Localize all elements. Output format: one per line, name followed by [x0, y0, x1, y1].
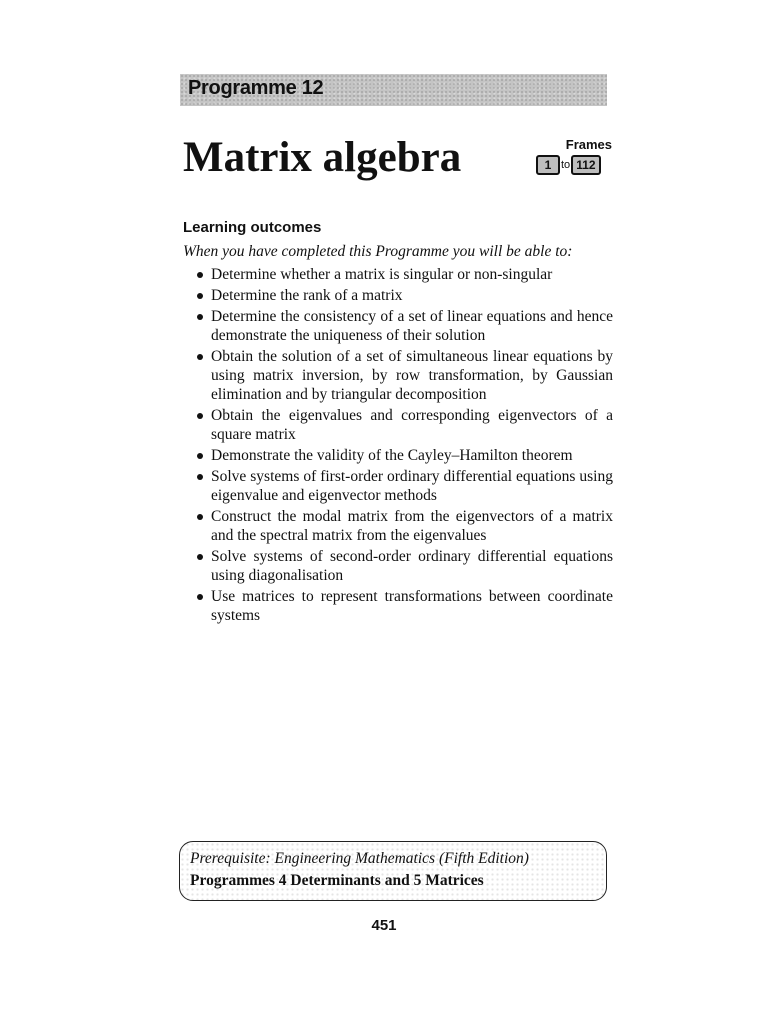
- list-item-text: Obtain the eigenvalues and corresponding eigenvectors of a square matrix: [211, 407, 613, 443]
- bullet-icon: [197, 272, 203, 278]
- list-item: [183, 467, 613, 505]
- list-item-text: Determine the consistency of a set of linear equations and hence demonstrate the uniqueness of their solution: [211, 308, 613, 344]
- list-item-text: Solve systems of second-order ordinary differential equations using diagonalisation: [211, 548, 613, 584]
- bullet-icon: [197, 453, 203, 459]
- list-item-text: Construct the modal matrix from the eigenvectors of a matrix and the spectral matrix from the eigenvalues: [211, 508, 613, 544]
- bullet-icon: [197, 514, 203, 520]
- learning-outcomes-intro: When you have completed this Programme you will be able to:: [183, 243, 573, 260]
- prerequisite-programmes: Programmes 4 Determinants and 5 Matrices: [190, 872, 484, 889]
- list-item: [183, 286, 613, 305]
- frame-to-text: to: [561, 159, 571, 171]
- prerequisite-box: [179, 841, 607, 901]
- list-item: [183, 587, 613, 625]
- frame-start-box: 1: [536, 155, 560, 175]
- prerequisite-text: Prerequisite: Engineering Mathematics (Fifth Edition): [190, 850, 529, 867]
- list-item: [183, 547, 613, 585]
- list-item: [183, 307, 613, 345]
- learning-outcomes-heading: Learning outcomes: [183, 219, 322, 236]
- list-item: [183, 446, 613, 465]
- bullet-icon: [197, 314, 203, 320]
- frames-label: Frames: [565, 137, 612, 152]
- list-item-text: Solve systems of first-order ordinary differential equations using eigenvalue and eigenvector methods: [211, 468, 613, 504]
- page-title: Matrix algebra: [183, 134, 462, 181]
- list-item: [183, 265, 613, 284]
- bullet-icon: [197, 594, 203, 600]
- frame-end-box: 112: [571, 155, 600, 175]
- list-item-text: Determine whether a matrix is singular or non-singular: [211, 266, 553, 283]
- frames-indicator: [536, 137, 614, 177]
- learning-outcomes-list: [183, 265, 613, 627]
- programme-banner: [180, 74, 607, 106]
- bullet-icon: [197, 293, 203, 299]
- list-item: [183, 347, 613, 404]
- list-item: [183, 507, 613, 545]
- list-item-text: Demonstrate the validity of the Cayley–Hamilton theorem: [211, 447, 573, 464]
- list-item-text: Use matrices to represent transformations between coordinate systems: [211, 588, 613, 624]
- page-number: 451: [371, 917, 397, 934]
- programme-label: Programme 12: [188, 77, 324, 99]
- bullet-icon: [197, 474, 203, 480]
- list-item-text: Obtain the solution of a set of simultaneous linear equations by using matrix inversion, by row transformation, by Gaussian elimination and by triangular decomposition: [211, 348, 613, 403]
- frames-range: [536, 155, 601, 175]
- bullet-icon: [197, 413, 203, 419]
- list-item: [183, 406, 613, 444]
- bullet-icon: [197, 554, 203, 560]
- bullet-icon: [197, 354, 203, 360]
- list-item-text: Determine the rank of a matrix: [211, 287, 403, 304]
